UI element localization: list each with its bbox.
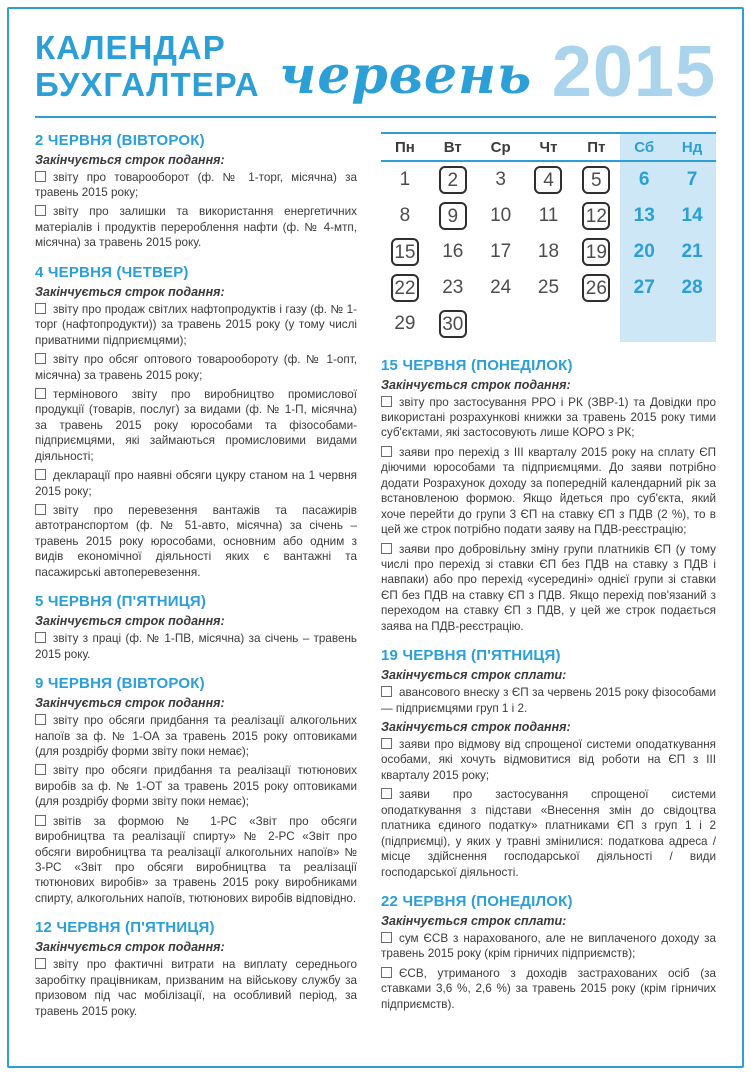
checkbox-icon[interactable]: [35, 632, 46, 643]
calendar-day-cell: [429, 234, 477, 270]
checklist-item: [35, 713, 357, 759]
month-name: червень: [279, 44, 533, 106]
checklist-item-text: декларації про наявні обсяги цукру станом на 1 червня 2015 року;: [35, 469, 357, 498]
checklist-item-text: ЄСВ, утриманого з доходів застрахованих осіб (за ставками 3,6 %, 2,6 %) за травень 2015 року (крім гірничих підприємств).: [381, 966, 716, 1011]
calendar-day-number: 13: [633, 204, 655, 226]
calendar-day-cell: [477, 162, 525, 198]
calendar-day-cell: [381, 306, 429, 342]
right-column: [381, 132, 716, 1033]
calendar-day-number: 25: [537, 276, 560, 298]
calendar-day-number: 9: [439, 202, 467, 230]
checklist-item-text: авансового внеску з ЄП за червень 2015 року фізособами — підприємцями груп 1 і 2.: [381, 686, 716, 715]
checkbox-icon[interactable]: [381, 788, 392, 799]
header-divider: [35, 116, 716, 118]
checklist-item-text: звіту про обсяг оптового товарообороту (ф. № 1-опт, місячна) за травень 2015 року;: [35, 353, 357, 382]
checkbox-icon[interactable]: [381, 967, 392, 978]
calendar-grid: [381, 162, 716, 342]
calendar-day-header: Чт: [539, 138, 558, 156]
deadline-type-heading: Закінчується строк подання:: [35, 284, 225, 299]
date-section: [381, 357, 716, 635]
checkbox-icon[interactable]: [35, 205, 46, 216]
year-label: 2015: [551, 32, 716, 113]
deadline-type-heading: Закінчується строк сплати:: [381, 913, 567, 928]
deadline-type-heading: Закінчується строк подання:: [35, 696, 225, 711]
deadline-type-heading: Закінчується строк подання:: [381, 377, 571, 392]
calendar-day-number: 22: [391, 274, 419, 302]
calendar-day-cell: [477, 198, 525, 234]
page-header: [35, 23, 716, 113]
calendar-day-cell: [525, 234, 573, 270]
checklist-item: [35, 503, 357, 580]
calendar-day-cell: [620, 198, 668, 234]
date-section-title: 22 ЧЕРВНЯ (ПОНЕДІЛОК): [381, 892, 573, 910]
calendar-day-number: 3: [495, 168, 506, 190]
calendar-day-cell: [381, 198, 429, 234]
calendar-day-cell: [620, 270, 668, 306]
calendar-day-number: 12: [582, 202, 610, 230]
calendar-day-cell: [477, 270, 525, 306]
checkbox-icon[interactable]: [35, 303, 46, 314]
checklist-item: [381, 395, 716, 441]
calendar-day-cell: [429, 198, 477, 234]
calendar-day-number: 15: [391, 238, 419, 266]
checkbox-icon[interactable]: [35, 504, 46, 515]
checklist-item: [35, 631, 357, 662]
checklist-item: [35, 387, 357, 464]
calendar-day-number: 6: [638, 168, 650, 190]
date-section: [35, 919, 357, 1019]
date-section-title: 4 ЧЕРВНЯ (ЧЕТВЕР): [35, 263, 189, 281]
checklist-item-text: звіту про обсяги придбання та реалізації тютюнових виробів за ф. № 1-ОТ за травень 2015 року оптовиками (для роздрібу форми звіту поки немає);: [35, 764, 357, 809]
checklist-item-text: звіту про перевезення вантажів та пасажирів автотранспортом (ф. № 51-авто, місячна) за січень – травень 2015 року юрособами, основним або одним з видів економічної діяльності яких є вантажні та пасажирські автоперевезення.: [35, 504, 357, 579]
checkbox-icon[interactable]: [381, 543, 392, 554]
date-section: [381, 893, 716, 1012]
checkbox-icon[interactable]: [35, 714, 46, 725]
calendar-day-cell: [668, 234, 716, 270]
checklist-item-text: звітів за формою № 1-РС «Звіт про обсяги виробництва та реалізації спирту» № 2-РС «Звіт про обсяги виробництва та реалізації алкогольних напоїв» № 3-РС «Звіт про обсяги виробництва та реалізації тютюнових виробів» за травень 2015 року виробниками спирту, алкогольних напоїв, тютюнових виробів відповідно.: [35, 814, 357, 905]
calendar-day-cell: [429, 270, 477, 306]
calendar-day-header: Ср: [490, 138, 511, 156]
date-section-title: 9 ЧЕРВНЯ (ВІВТОРОК): [35, 675, 205, 693]
calendar-day-cell: [525, 270, 573, 306]
checklist-item: [381, 737, 716, 783]
date-section: [381, 647, 716, 880]
calendar-day-number: 30: [439, 310, 467, 338]
checklist-item-text: заяви про застосування спрощеної системи оподаткування з підстави «Внесення змін до свідоцтва платника єдиного податку» платниками ЄП з груп 1 і 2 (підприємці), у яких у травні змінилися: податкова адреса / місце здійснення господарської діяльності / види господарської діяльності.: [381, 788, 716, 879]
date-section: [35, 593, 357, 662]
calendar-day-cell: [668, 162, 716, 198]
date-section: [35, 264, 357, 580]
calendar-day-number: 1: [399, 168, 411, 190]
calendar-day-number: 5: [582, 166, 610, 194]
checklist-item: [35, 170, 357, 201]
calendar-day-number: 14: [681, 204, 703, 226]
checklist-item-text: термінового звіту про виробництво промислової продукції (товарів, послуг) за видами (ф. № 1-П, місячна) за травень 2015 року юрособами та фізособами-підприємцями, які займаються промисловими видами діяльності;: [35, 387, 357, 463]
checkbox-icon[interactable]: [35, 353, 46, 364]
calendar-day-cell: [429, 306, 477, 342]
calendar-day-number: 7: [686, 168, 698, 190]
checkbox-icon[interactable]: [381, 446, 392, 457]
checkbox-icon[interactable]: [35, 469, 46, 480]
calendar-day-cell: [525, 306, 573, 342]
calendar-day-cell: [429, 162, 477, 198]
calendar-day-cell: [572, 234, 620, 270]
checklist-item: [35, 814, 357, 907]
calendar-day-number: 26: [582, 274, 610, 302]
checklist-item: [381, 685, 716, 716]
calendar-day-cell: [572, 306, 620, 342]
calendar-day-cell: [620, 162, 668, 198]
checklist-item-text: заяви про відмову від спрощеної системи оподаткування особами, які хочуть відмовитися від роботи на ЄП з III кварталу 2015 року;: [381, 738, 716, 782]
checkbox-icon[interactable]: [35, 958, 46, 969]
right-sections: [381, 357, 716, 1013]
checklist-item-text: звіту про застосування РРО і РК (ЗВР-1) та Довідки про використані розрахункові книжки за травень 2015 року тими суб'єктами, які застосовують лише КОРО з РК;: [381, 395, 716, 440]
checklist-item: [35, 204, 357, 250]
title-line-1: КАЛЕНДАР: [35, 29, 226, 66]
calendar-day-number: 10: [490, 204, 512, 226]
checklist-item: [381, 787, 716, 880]
deadline-type-heading: Закінчується строк подання:: [35, 940, 225, 955]
deadline-type-heading: Закінчується строк подання:: [381, 720, 571, 734]
calendar-day-number: 8: [399, 204, 411, 226]
calendar-day-cell: [620, 306, 668, 342]
calendar-day-number: 21: [681, 240, 703, 262]
month-calendar: [381, 132, 716, 342]
calendar-day-cell: [525, 162, 573, 198]
checkbox-icon[interactable]: [35, 388, 46, 399]
calendar-day-number: 23: [442, 276, 464, 298]
checklist-item: [35, 302, 357, 348]
checklist-item: [35, 957, 357, 1019]
calendar-day-cell: [668, 198, 716, 234]
calendar-day-number: 4: [534, 166, 562, 194]
calendar-day-cell: [572, 198, 620, 234]
calendar-day-number: 28: [681, 276, 703, 298]
calendar-day-number: 18: [537, 240, 560, 262]
calendar-day-cell: [620, 234, 668, 270]
calendar-day-cell: [572, 162, 620, 198]
checkbox-icon[interactable]: [35, 171, 46, 182]
date-section-title: 2 ЧЕРВНЯ (ВІВТОРОК): [35, 131, 205, 149]
checklist-item: [381, 542, 716, 635]
calendar-day-header: Пт: [587, 138, 606, 156]
checklist-item-text: звіту про продаж світлих нафтопродуктів і газу (ф. № 1-торг (нафтопродукти)) за травень 2015 року (у тому числі приватними підприємцями);: [35, 302, 357, 347]
calendar-day-number: 27: [633, 276, 655, 298]
calendar-day-header: Нд: [668, 134, 716, 160]
checklist-item-text: звіту про залишки та використання енергетичних матеріалів і продуктів перероблення нафти (ф. № 4-мтп, місячна) за травень 2015 року.: [35, 205, 357, 250]
checklist-item-text: заяви про перехід з III кварталу 2015 року на сплату ЄП діючими юрособами та підприємцями. До заяви потрібно додати Розрахунок доходу за попередній календарний рік за встановленою формою. Якщо йдеться про суб'єкта, який хоче перейти до групи 3 ЄП на ставку ЄП з ПДВ (2 %), то в цей же строк потрібно подати заяву на ПДВ-реєстрацію;: [381, 445, 716, 537]
calendar-day-number: 19: [582, 238, 610, 266]
checklist-item-text: звіту про фактичні витрати на виплату середнього заробітку працівникам, призваним на військову службу за призовом під час мобілізації, на особливий період, за травень 2015 року.: [35, 958, 357, 1018]
checklist-item: [35, 352, 357, 383]
date-section: [35, 132, 357, 251]
calendar-day-number: 11: [538, 204, 559, 226]
title-line-2: БУХГАЛТЕРА: [35, 66, 260, 104]
calendar-day-number: 29: [394, 312, 416, 334]
checkbox-icon[interactable]: [381, 396, 392, 407]
page-inner: [9, 9, 742, 1066]
checklist-item-text: звіту про обсяги придбання та реалізації алкогольних напоїв за ф. № 1-ОА за травень 2015 року оптовиками (для роздрібу форми звіту поки немає);: [35, 714, 357, 758]
calendar-day-number: 20: [633, 240, 655, 262]
calendar-day-headers: [381, 132, 716, 162]
date-section-title: 12 ЧЕРВНЯ (П'ЯТНИЦЯ): [35, 919, 215, 937]
calendar-day-cell: [381, 270, 429, 306]
checkbox-icon[interactable]: [381, 686, 392, 697]
checklist-item: [35, 763, 357, 809]
checkbox-icon[interactable]: [381, 738, 392, 749]
calendar-day-cell: [477, 306, 525, 342]
date-section-title: 5 ЧЕРВНЯ (П'ЯТНИЦЯ): [35, 593, 207, 611]
calendar-day-cell: [668, 270, 716, 306]
calendar-day-number: 2: [439, 166, 467, 194]
checkbox-icon[interactable]: [35, 764, 46, 775]
checkbox-icon[interactable]: [381, 932, 392, 943]
checklist-item-text: сум ЄСВ з нарахованого, але не виплаченого доходу за травень 2015 року (крім гірничих підприємств);: [381, 931, 716, 961]
date-section: [35, 675, 357, 906]
calendar-day-cell: [477, 234, 525, 270]
calendar-page: [7, 7, 744, 1068]
content-columns: [35, 132, 716, 1033]
date-section-title: 19 ЧЕРВНЯ (П'ЯТНИЦЯ): [381, 647, 561, 665]
left-column: [35, 132, 357, 1033]
deadline-type-heading: Закінчується строк сплати:: [381, 668, 567, 683]
calendar-day-cell: [381, 162, 429, 198]
checklist-item-text: звіту з праці (ф. № 1-ПВ, місячна) за січень – травень 2015 року.: [35, 632, 357, 661]
calendar-day-number: 16: [442, 240, 464, 262]
checklist-item: [381, 931, 716, 962]
checklist-item: [35, 468, 357, 499]
calendar-day-cell: [381, 234, 429, 270]
deadline-type-heading: Закінчується строк подання:: [35, 614, 225, 629]
checklist-item: [381, 966, 716, 1012]
calendar-day-cell: [525, 198, 573, 234]
calendar-day-cell: [668, 306, 716, 342]
page-title: [35, 29, 260, 104]
calendar-day-header: Вт: [443, 138, 462, 156]
calendar-day-number: 24: [490, 276, 512, 298]
checklist-item: [381, 445, 716, 538]
date-section-title: 15 ЧЕРВНЯ (ПОНЕДІЛОК): [381, 356, 573, 374]
calendar-day-header: Сб: [620, 134, 668, 160]
checkbox-icon[interactable]: [35, 815, 46, 826]
checklist-item-text: заяви про добровільну зміну групи платників ЄП (у тому числі про перехід зі ставки ЄП без ПДВ на ставку з ПДВ і навпаки) або про перехід «усередині» однієї групи зі ставки ЄП без ПДВ на ставку ЄП з ПДВ. Якщо перехід пов'язаний з переходом на ставку ЄП з ПДВ, у цей же строк подається заява на ПДВ-реєстрацію.: [381, 542, 716, 633]
calendar-day-header: Пн: [395, 138, 415, 156]
calendar-day-cell: [572, 270, 620, 306]
checklist-item-text: звіту про товарооборот (ф. № 1-торг, місячна) за травень 2015 року;: [35, 170, 357, 199]
calendar-day-number: 17: [490, 240, 512, 262]
deadline-type-heading: Закінчується строк подання:: [35, 152, 225, 167]
